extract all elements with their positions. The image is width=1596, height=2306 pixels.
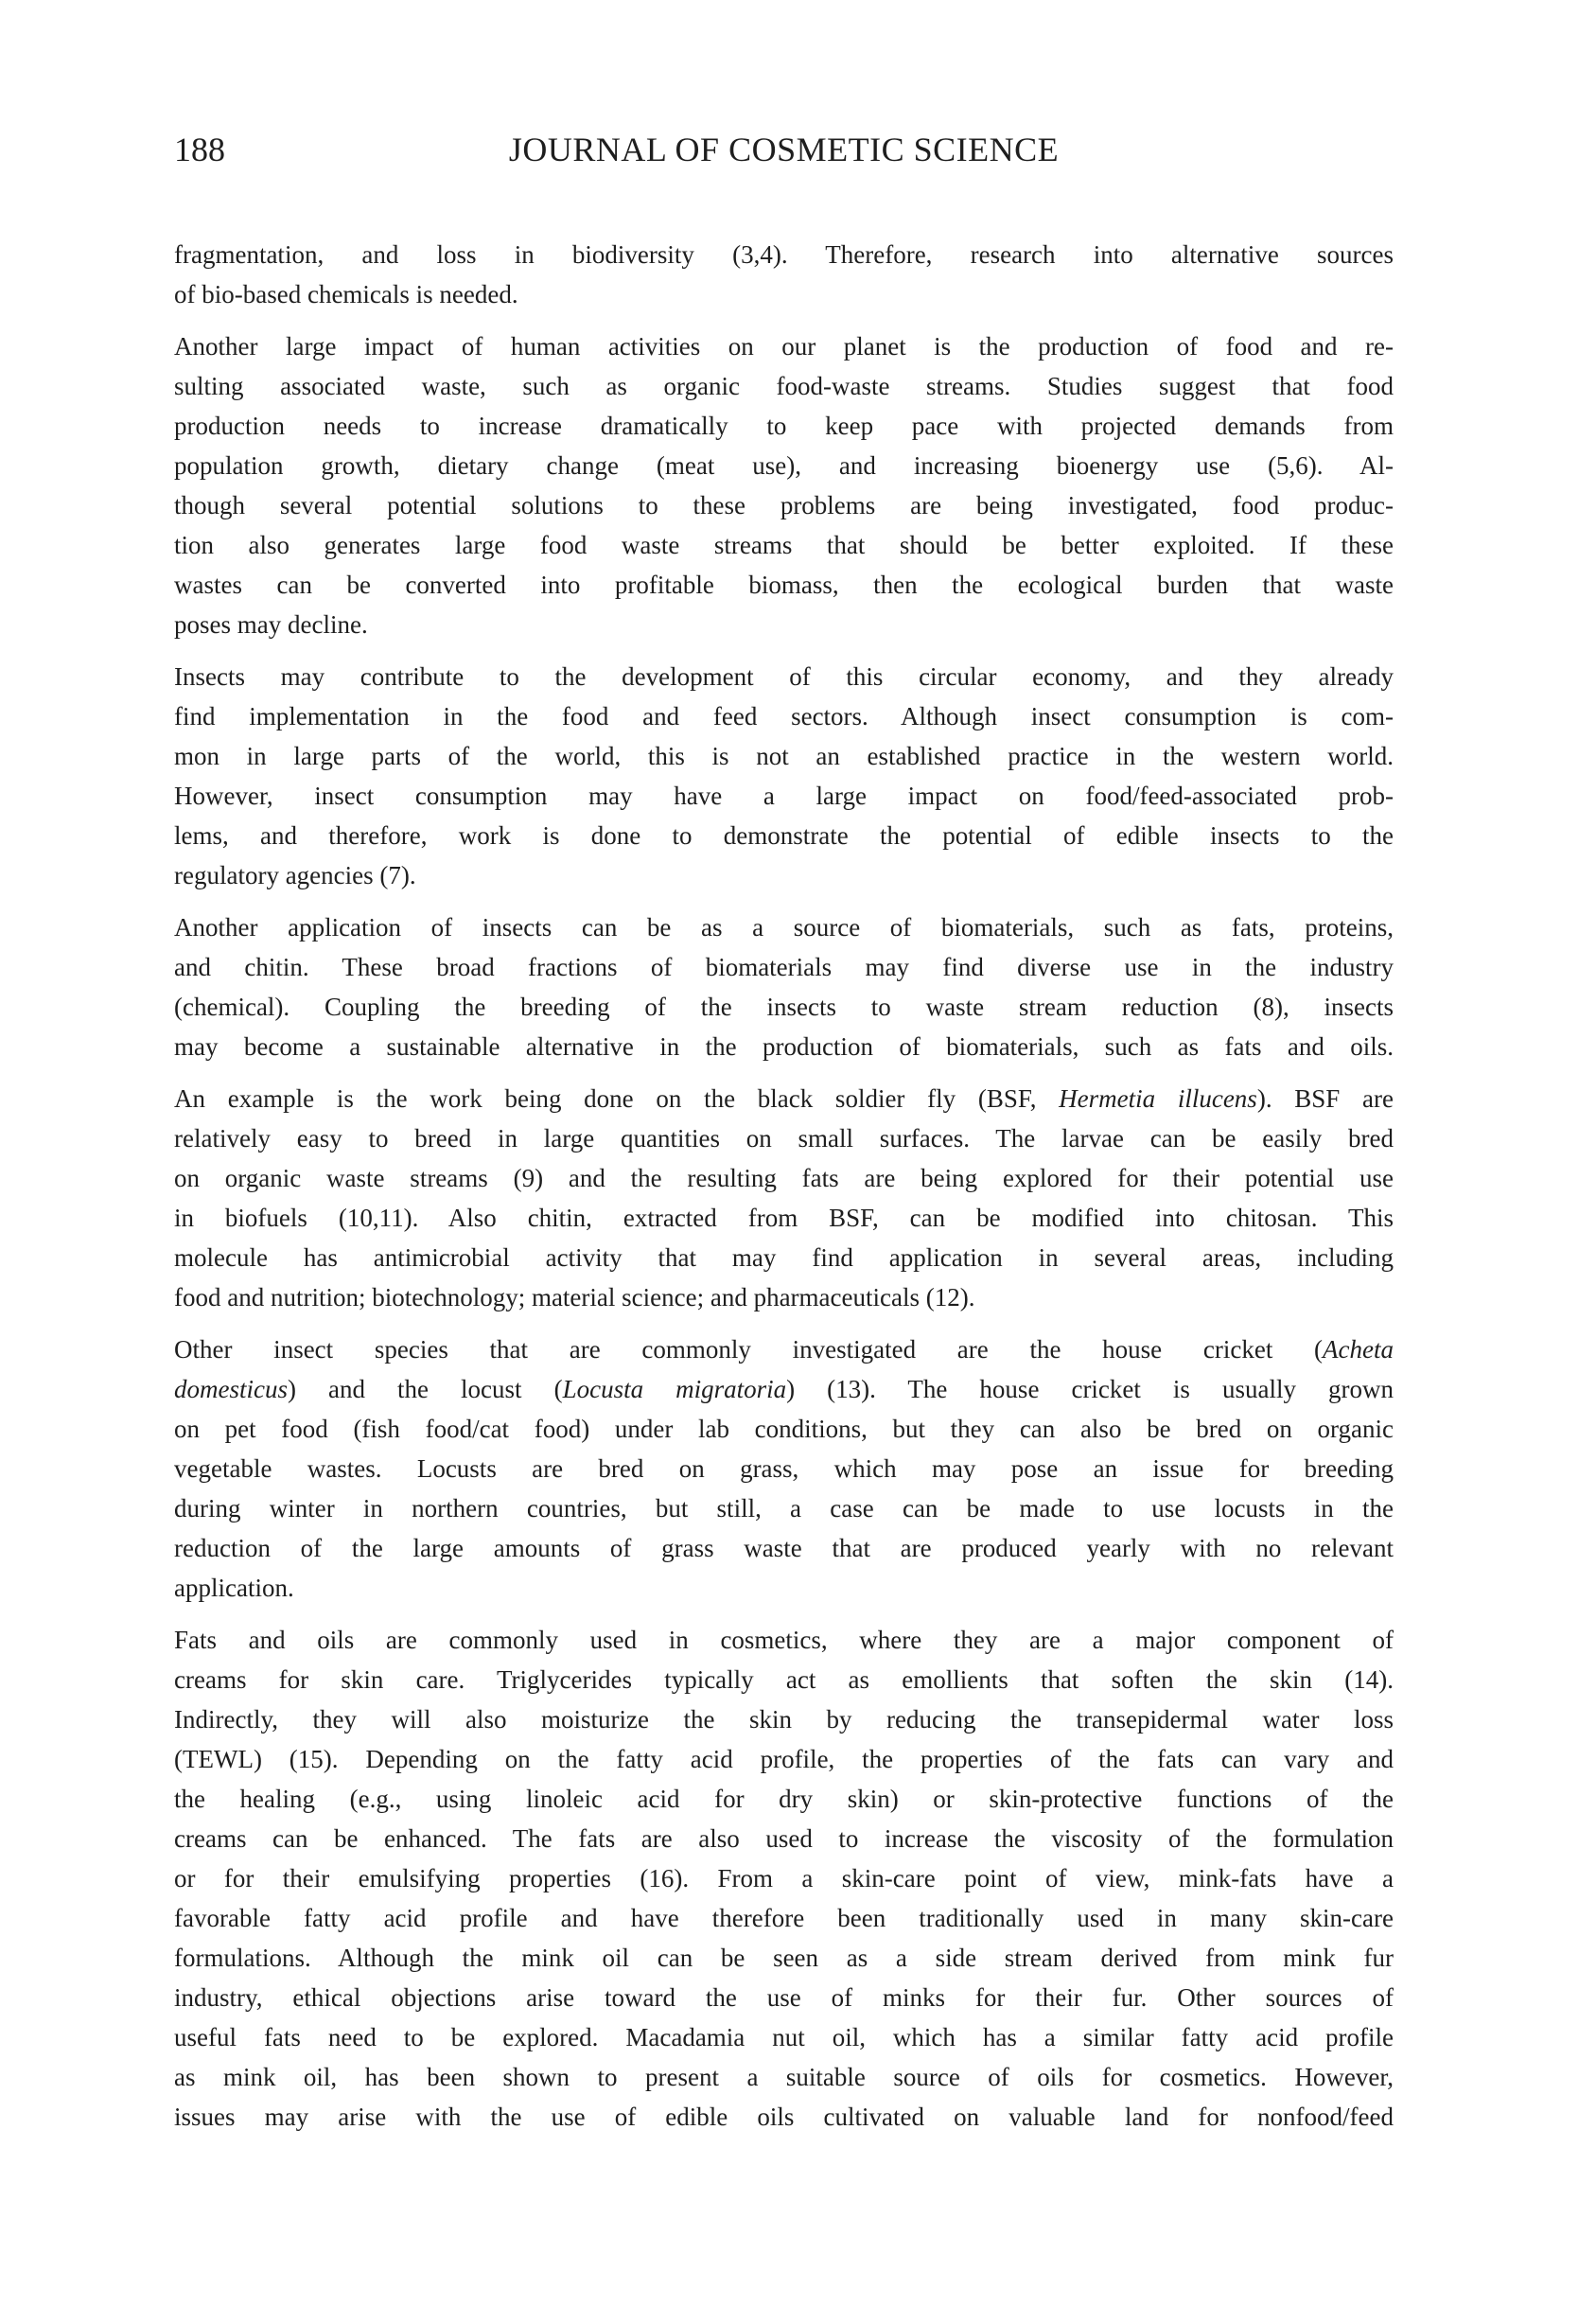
article-body <box>174 235 1394 2149</box>
text-line <box>174 2057 1394 2097</box>
text-line <box>174 947 1394 987</box>
text-line <box>174 366 1394 406</box>
text-segment: or for their emulsifying properties (16). From a skin-care point of view, mink-fats have a <box>174 1864 1394 1892</box>
text-line <box>174 1819 1394 1858</box>
text-segment: on organic waste streams (9) and the resulting fats are being explored for their potential use <box>174 1164 1394 1192</box>
species-name-italic: domesticus <box>174 1375 288 1403</box>
text-segment: ) (13). The house cricket is usually grown <box>786 1375 1394 1403</box>
text-line <box>174 987 1394 1027</box>
text-line <box>174 1739 1394 1779</box>
text-segment: formulations. Although the mink oil can be seen as a side stream derived from mink fur <box>174 1944 1394 1972</box>
text-line <box>174 907 1394 947</box>
text-line <box>174 1978 1394 2017</box>
page-number: 188 <box>174 131 225 168</box>
paragraph <box>174 657 1394 895</box>
text-line <box>174 1488 1394 1528</box>
text-line <box>174 274 1394 314</box>
text-segment: may become a sustainable alternative in the production of biomaterials, such as fats and oils. <box>174 1032 1394 1061</box>
text-line <box>174 326 1394 366</box>
text-segment: industry, ethical objections arise toward the use of minks for their fur. Other sources of <box>174 1983 1394 2012</box>
text-line <box>174 1779 1394 1819</box>
text-segment: fragmentation, and loss in biodiversity (3,4). Therefore, research into alternative sources <box>174 240 1394 269</box>
text-segment: issues may arise with the use of edible oils cultivated on valuable land for nonfood/feed <box>174 2103 1394 2131</box>
text-segment: molecule has antimicrobial activity that may find application in several areas, including <box>174 1243 1394 1272</box>
text-line <box>174 446 1394 485</box>
text-line <box>174 1198 1394 1238</box>
text-line <box>174 2017 1394 2057</box>
text-line <box>174 1938 1394 1978</box>
text-segment: tion also generates large food waste streams that should be better exploited. If these <box>174 531 1394 559</box>
text-segment: useful fats need to be explored. Macadamia nut oil, which has a similar fatty acid profile <box>174 2023 1394 2051</box>
paragraph <box>174 326 1394 644</box>
text-segment: Fats and oils are commonly used in cosmetics, where they are a major component of <box>174 1626 1394 1654</box>
text-line <box>174 1079 1394 1118</box>
text-segment: (TEWL) (15). Depending on the fatty acid profile, the properties of the fats can vary and <box>174 1745 1394 1773</box>
text-line <box>174 2097 1394 2137</box>
text-segment: mon in large parts of the world, this is not an established practice in the western world. <box>174 742 1394 770</box>
text-segment: reduction of the large amounts of grass waste that are produced yearly with no relevant <box>174 1534 1394 1562</box>
text-segment: regulatory agencies (7). <box>174 861 416 889</box>
text-segment: creams for skin care. Triglycerides typically act as emollients that soften the skin (14). <box>174 1665 1394 1694</box>
text-line <box>174 816 1394 855</box>
text-line <box>174 1858 1394 1898</box>
text-segment: Another large impact of human activities on our planet is the production of food and re- <box>174 332 1394 361</box>
paragraph <box>174 1329 1394 1608</box>
text-line <box>174 605 1394 644</box>
text-segment: favorable fatty acid profile and have therefore been traditionally used in many skin-care <box>174 1904 1394 1932</box>
text-segment: the healing (e.g., using linoleic acid for dry skin) or skin-protective functions of the <box>174 1785 1394 1813</box>
text-segment: and chitin. These broad fractions of biomaterials may find diverse use in the industry <box>174 953 1394 981</box>
text-line <box>174 1409 1394 1449</box>
text-segment: in biofuels (10,11). Also chitin, extracted from BSF, can be modified into chitosan. This <box>174 1204 1394 1232</box>
text-segment: food and nutrition; biotechnology; material science; and pharmaceuticals (12). <box>174 1283 975 1311</box>
species-name-italic: Acheta <box>1323 1335 1394 1364</box>
paragraph <box>174 1620 1394 2137</box>
page-header <box>174 131 1394 168</box>
running-head: JOURNAL OF COSMETIC SCIENCE <box>508 131 1060 168</box>
text-line <box>174 1158 1394 1198</box>
text-line <box>174 406 1394 446</box>
text-line <box>174 1118 1394 1158</box>
text-segment: as mink oil, has been shown to present a suitable source of oils for cosmetics. However, <box>174 2063 1394 2091</box>
text-segment: though several potential solutions to these problems are being investigated, food produc- <box>174 491 1394 519</box>
text-line <box>174 1449 1394 1488</box>
text-segment: Other insect species that are commonly investigated are the house cricket ( <box>174 1335 1324 1364</box>
text-line <box>174 525 1394 565</box>
text-segment: production needs to increase dramatically to keep pace with projected demands from <box>174 412 1394 440</box>
text-segment: Insects may contribute to the development of this circular economy, and they already <box>174 662 1394 691</box>
text-segment: poses may decline. <box>174 610 368 639</box>
text-segment: relatively easy to breed in large quantities on small surfaces. The larvae can be easily bred <box>174 1124 1394 1153</box>
text-segment: lems, and therefore, work is done to demonstrate the potential of edible insects to the <box>174 821 1394 850</box>
text-line <box>174 485 1394 525</box>
text-segment: wastes can be converted into profitable biomass, then the ecological burden that waste <box>174 571 1394 599</box>
text-segment: (chemical). Coupling the breeding of the insects to waste stream reduction (8), insects <box>174 993 1394 1021</box>
paragraph <box>174 1079 1394 1317</box>
text-line <box>174 855 1394 895</box>
text-line <box>174 1699 1394 1739</box>
text-line <box>174 1329 1394 1369</box>
text-segment: during winter in northern countries, but still, a case can be made to use locusts in the <box>174 1494 1394 1523</box>
text-segment: ) and the locust ( <box>287 1375 563 1403</box>
text-line <box>174 1660 1394 1699</box>
text-segment: find implementation in the food and feed sectors. Although insect consumption is com- <box>174 702 1394 731</box>
text-line <box>174 1027 1394 1066</box>
species-name-italic: Locusta migratoria <box>562 1375 787 1403</box>
text-line <box>174 696 1394 736</box>
text-segment: ). BSF are <box>1256 1084 1394 1113</box>
text-segment: sulting associated waste, such as organic food-waste streams. Studies suggest that food <box>174 372 1394 400</box>
text-segment: Indirectly, they will also moisturize the skin by reducing the transepidermal water loss <box>174 1705 1394 1734</box>
text-line <box>174 1277 1394 1317</box>
text-line <box>174 1568 1394 1608</box>
text-line <box>174 1369 1394 1409</box>
text-line <box>174 1528 1394 1568</box>
text-segment: vegetable wastes. Locusts are bred on grass, which may pose an issue for breeding <box>174 1454 1394 1483</box>
text-segment: Another application of insects can be as a source of biomaterials, such as fats, proteins, <box>174 913 1394 942</box>
text-line <box>174 235 1394 274</box>
text-line <box>174 776 1394 816</box>
text-line <box>174 736 1394 776</box>
text-segment: population growth, dietary change (meat use), and increasing bioenergy use (5,6). Al- <box>174 451 1394 480</box>
text-segment: An example is the work being done on the black soldier fly (BSF, <box>174 1084 1060 1113</box>
text-segment: on pet food (fish food/cat food) under lab conditions, but they can also be bred on organic <box>174 1415 1394 1443</box>
text-segment: creams can be enhanced. The fats are also used to increase the viscosity of the formulation <box>174 1824 1394 1853</box>
text-line <box>174 1238 1394 1277</box>
paragraph <box>174 235 1394 314</box>
text-line <box>174 1898 1394 1938</box>
text-segment: However, insect consumption may have a large impact on food/feed-associated prob- <box>174 782 1394 810</box>
paragraph <box>174 907 1394 1066</box>
text-line <box>174 1620 1394 1660</box>
text-line <box>174 657 1394 696</box>
text-segment: of bio-based chemicals is needed. <box>174 280 518 308</box>
text-line <box>174 565 1394 605</box>
text-segment: application. <box>174 1574 294 1602</box>
species-name-italic: Hermetia illucens <box>1059 1084 1257 1113</box>
